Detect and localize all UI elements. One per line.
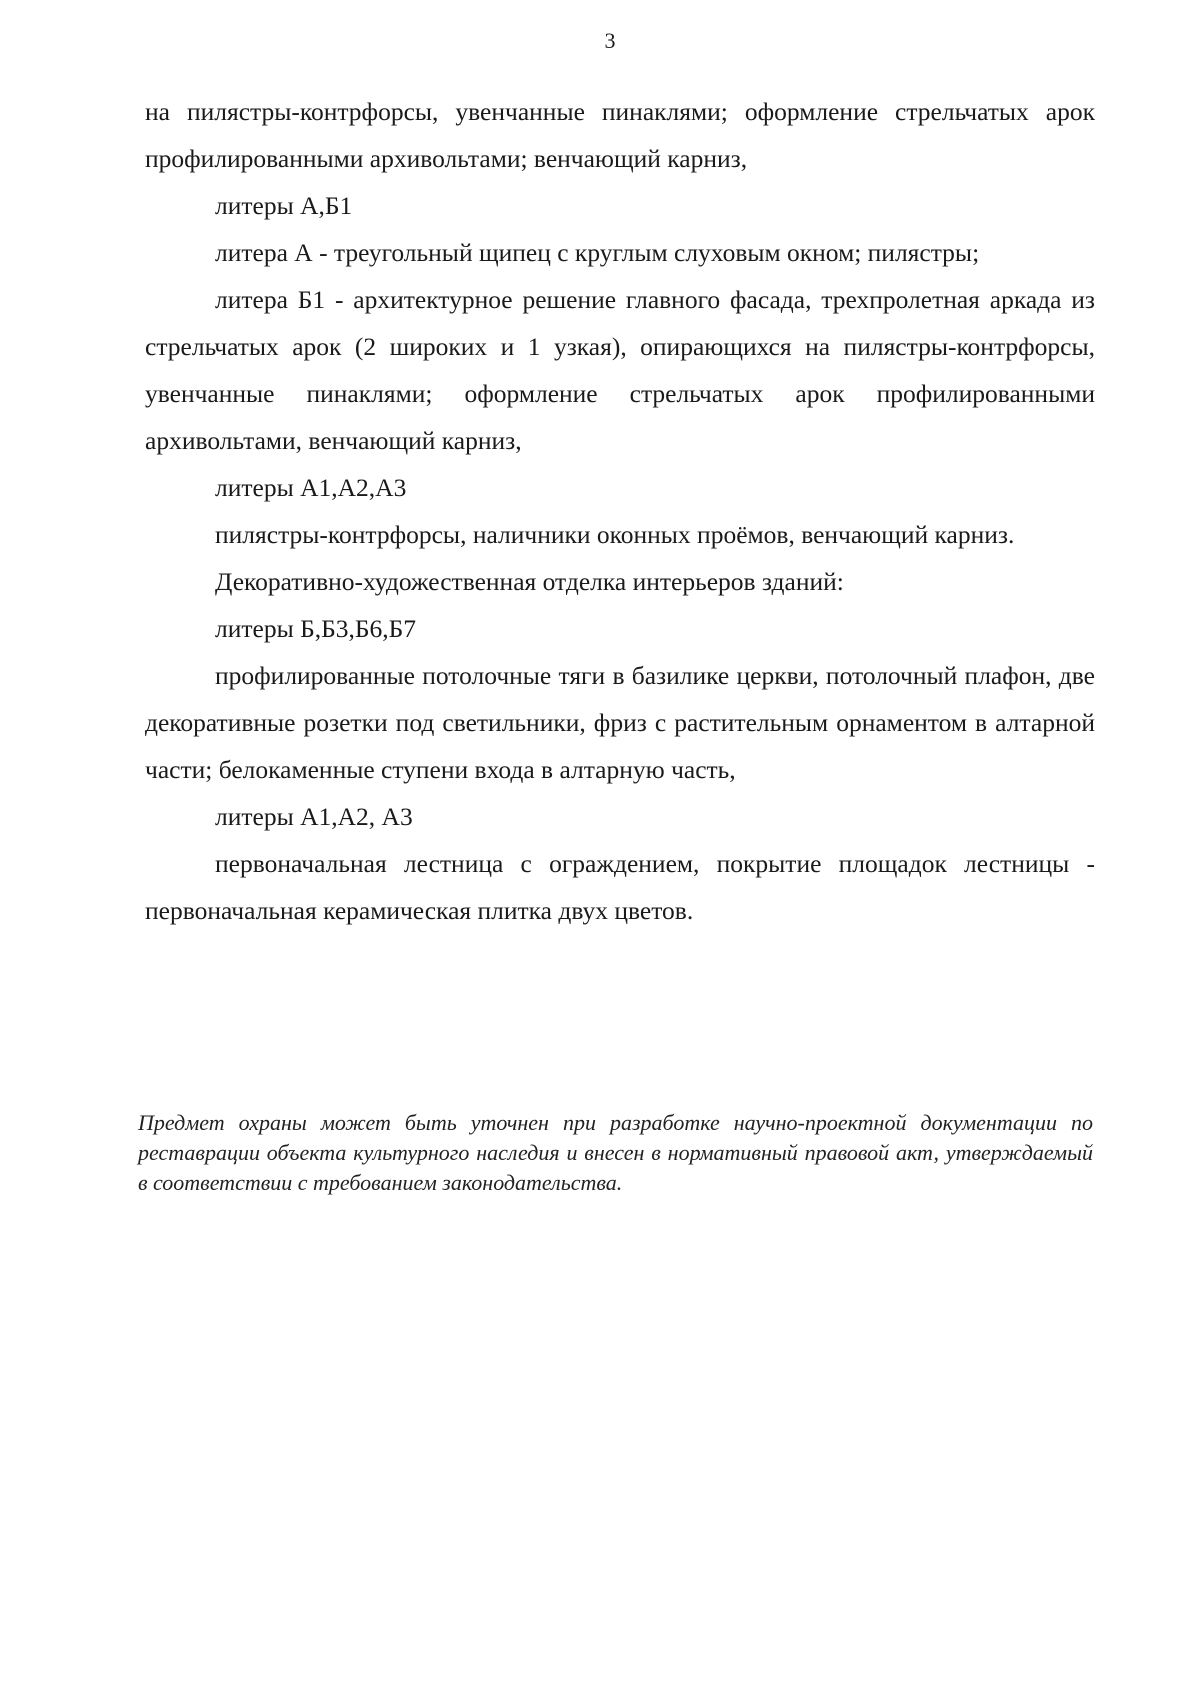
paragraph: пилястры-контрфорсы, наличники оконных проёмов, венчающий карниз. [215, 520, 1015, 549]
footnote-note: Предмет охраны может быть уточнен при разработке научно-проектной документации по реставрации объекта культурного наследия и внесен в нормативный правовой акт, утверждаемый в соответствии с требованием законодательства. [138, 1110, 1093, 1195]
paragraph: профилированные потолочные тяги в базилике церкви, потолочный плафон, две декоративные розетки под светильники, фриз с растительным орнаментом в алтарной части; белокаменные ступени входа в алтарную часть, [145, 661, 1095, 784]
paragraph: первоначальная лестница с ограждением, покрытие площадок лестницы - первоначальная керамическая плитка двух цветов. [145, 849, 1095, 925]
paragraph: литеры А1,А2, А3 [215, 802, 413, 831]
paragraph: литеры А,Б1 [215, 191, 353, 220]
page-number: 3 [604, 28, 616, 53]
paragraph: литера Б1 - архитектурное решение главного фасада, трехпролетная аркада из стрельчатых арок (2 широких и 1 узкая), опирающихся на пилястры-контрфорсы, увенчанные пинаклями; оформление стрельчатых арок профилированными архивольтами, венчающий карниз, [145, 285, 1095, 455]
paragraph: Декоративно-художественная отделка интерьеров зданий: [215, 567, 844, 596]
document-body [145, 88, 1095, 934]
paragraph: литеры А1,А2,А3 [215, 473, 407, 502]
paragraph: на пилястры-контрфорсы, увенчанные пинаклями; оформление стрельчатых арок профилированными архивольтами; венчающий карниз, [145, 97, 1095, 173]
paragraph: литеры Б,Б3,Б6,Б7 [215, 614, 417, 643]
paragraph: литера А - треугольный щипец с круглым слуховым окном; пилястры; [215, 238, 980, 267]
